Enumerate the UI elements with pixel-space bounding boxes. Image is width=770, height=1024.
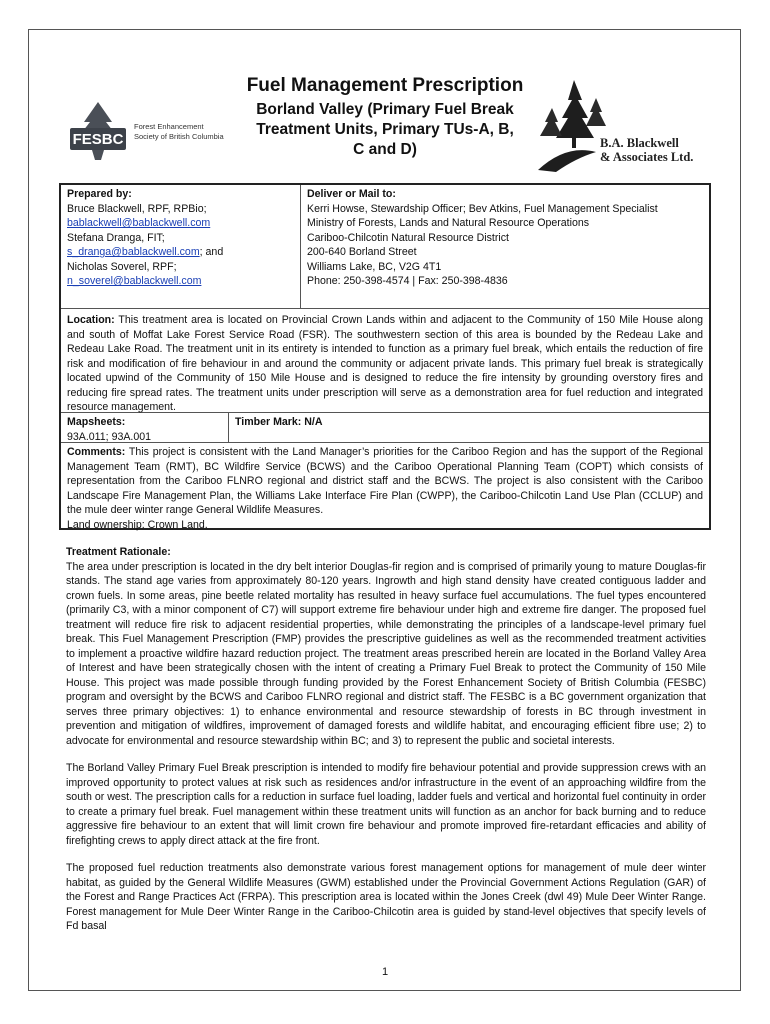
treatment-rationale <box>66 545 706 947</box>
deliver-to-label: Deliver or Mail to: <box>307 188 396 200</box>
bab-line1: B.A. Blackwell <box>600 136 679 150</box>
fesbc-logo-text: FESBC <box>72 131 124 148</box>
rationale-paragraph-1: The area under prescription is located in the dry belt interior Douglas-fir region and is comprised of primarily young to mature Douglas-fir stands. The stand age varies from approximately 80-120 years. Ingrowth and high stand density have created contiguous ladder and crown fuels. In some areas, pine beetle related mortality has resulted in heavy surface fuel accumulations. The fuel types encountered (primarily C3, with a minor component of C7) will support extreme fire behaviour under high and extreme fire danger. The proposed fuel treatment will reduce fire risk to adjacent residential properties, while demonstrating the principles of a landscape-level primary fuel break. This Fuel Management Prescription (FMP) provides the prescriptive guidelines as well as the recommended treatment activities to implement a proactive wildfire hazard reduction project. The treatment areas prescribed herein are located in the Borland Valley Area of Interest and have been strategically chosen with the intent of creating a Primary Fuel Break to protect the Community of 150 Mile House. This project was made possible through funding provided by the Forest Enhancement Society of British Columbia (FESBC) program and oversight by the BCWS and Cariboo FLNRO regional and district staff. The FESBC is a BC government organization that serves three primary objectives: 1) to enhance environmental and resource stewardship of forests in BC through investment in prevention and mitigation of wildfires, improvement of damaged forests and wildlife habitat, and encouraging efficient fibre use; 2) to advocate for environmental and resource stewardship within BC; and 3) to represent the public and societal interests. <box>66 560 706 747</box>
preparer-email-2[interactable]: s_dranga@bablackwell.com <box>67 246 200 258</box>
location-row <box>61 309 709 413</box>
comments-text: This project is consistent with the Land Manager’s priorities for the Cariboo Region and has the support of the Regional Management Team (RMT), BC Wildfire Service (BCWS) and the Cariboo Operational Planning Team (COPT) which consists of representation from the Cariboo FLNRO regional and district staff and the BCWS. The project is also consistent with the Cariboo Landscape Fire Management Plan, the Williams Lake Interface Fire Plan (CWPP), the Cariboo-Chilcotin Land Use Plan (CCLUP) and the mule deer winter range General Wildlife Measures. <box>67 446 703 516</box>
subtitle-line2: Treatment Units, Primary TUs-A, B, <box>256 121 514 138</box>
rationale-paragraph-3: The proposed fuel reduction treatments also demonstrate various forest management options for management of mule deer winter habitat, as guided by the General Wildlife Measures (GWM) established under the Provincial Government Actions Regulation (GAR) of the Forest and Range Practices Act (FRPA). This prescription area is located within the Jones Creek (dwl 49) Mule Deer Winter Range. Forest management for Mule Deer Winter Range in the Cariboo-Chilcotin area is guided by stand-level objectives that specify levels of Fd basal <box>66 862 706 932</box>
rationale-heading: Treatment Rationale: <box>66 546 171 558</box>
preparer-email-3[interactable]: n_soverel@bablackwell.com <box>67 275 202 287</box>
fesbc-org-line2: Society of British Columbia <box>134 132 224 141</box>
prepared-by-cell <box>61 185 301 309</box>
comments-label: Comments: <box>67 446 126 458</box>
bab-logo <box>536 78 714 176</box>
deliver-line6: Phone: 250-398-4574 | Fax: 250-398-4836 <box>307 275 508 287</box>
preparer-name-2: Stefana Dranga, FIT; <box>67 231 165 244</box>
fesbc-org-name <box>134 122 224 142</box>
mapsheets-label: Mapsheets: <box>67 416 126 428</box>
mapsheets-value: 93A.011; 93A.001 <box>67 430 152 443</box>
mapsheets-row <box>61 413 709 443</box>
preparer-name-3: Nicholas Soverel, RPF; <box>67 260 177 273</box>
deliver-to-cell <box>301 185 709 309</box>
page-number: 1 <box>381 966 389 978</box>
comments-row <box>61 443 709 531</box>
deliver-line2: Ministry of Forests, Lands and Natural Resource Operations <box>307 217 590 229</box>
page-title: Fuel Management Prescription <box>246 75 524 96</box>
fesbc-logo <box>66 100 236 164</box>
rationale-paragraph-2: The Borland Valley Primary Fuel Break prescription is intended to modify fire behaviour potential and provide suppression crews with an improved opportunity to protect values at risk such as residences and/or infrastructure in the event of an approaching wildfire from the south or west. The prescription calls for a reduction in surface fuel loading, ladder fuels and vertical and horizontal fuel continuity in order to create a primary fuel break. Fuel management within these treatment units will function as an anchor for back burning and to reduce aggressive fire behaviour to an extent that will limit crown fire behaviour and promote improved fire-retardant efficacies and ability of firefighting crews to apply direct attack at the fire front. <box>66 762 706 847</box>
document-header <box>60 70 710 180</box>
fesbc-tree-icon <box>66 100 130 164</box>
contacts-row <box>61 185 709 309</box>
deliver-line4: 200-640 Borland Street <box>307 246 417 258</box>
comments-cell <box>61 443 709 534</box>
project-info-box <box>59 183 711 530</box>
bab-line2: & Associates Ltd. <box>600 150 694 164</box>
location-cell <box>61 309 709 417</box>
location-label: Location: <box>67 314 115 326</box>
preparer-email-2-suffix: ; and <box>199 246 224 258</box>
prepared-by-label: Prepared by: <box>67 188 132 200</box>
mapsheets-cell <box>61 413 229 443</box>
preparer-name-1: Bruce Blackwell, RPF, RPBio; <box>67 202 207 215</box>
page-subtitle <box>220 100 550 160</box>
deliver-line3: Cariboo-Chilcotin Natural Resource District <box>307 231 509 244</box>
timber-mark: Timber Mark: N/A <box>235 416 323 428</box>
fesbc-org-line1: Forest Enhancement <box>134 122 204 131</box>
land-ownership: Land ownership: Crown Land. <box>67 518 208 531</box>
subtitle-line3: C and D) <box>353 141 417 158</box>
bab-company-name <box>600 136 693 164</box>
location-text: This treatment area is located on Provincial Crown Lands within and adjacent to the Community of 150 Mile House along and south of Moffat Lake Forest Service Road (FSR). The southwestern section of this area is bounded by the Redeau Lake and Redeau Lake Road. The treatment unit in its entirety is intended to function as a primary fuel break, which entails the reduction of fire risk and modification of fire behaviour in and around the community or adjacent private lands. This primary fuel break is strategically located upwind of the Community of 150 Mile House and is designed to reduce the fire intensity by grounding overstory fires and reducing fire spread rates. The treatment units under prescription will serve as a demonstration area for fuel reduction and integrated resource management. <box>67 314 703 413</box>
deliver-line1: Kerri Howse, Stewardship Officer; Bev Atkins, Fuel Management Specialist <box>307 202 658 215</box>
deliver-line5: Williams Lake, BC, V2G 4T1 <box>307 260 442 273</box>
preparer-email-1[interactable]: bablackwell@bablackwell.com <box>67 217 211 229</box>
subtitle-line1: Borland Valley (Primary Fuel Break <box>256 101 514 118</box>
title-block <box>220 74 550 160</box>
